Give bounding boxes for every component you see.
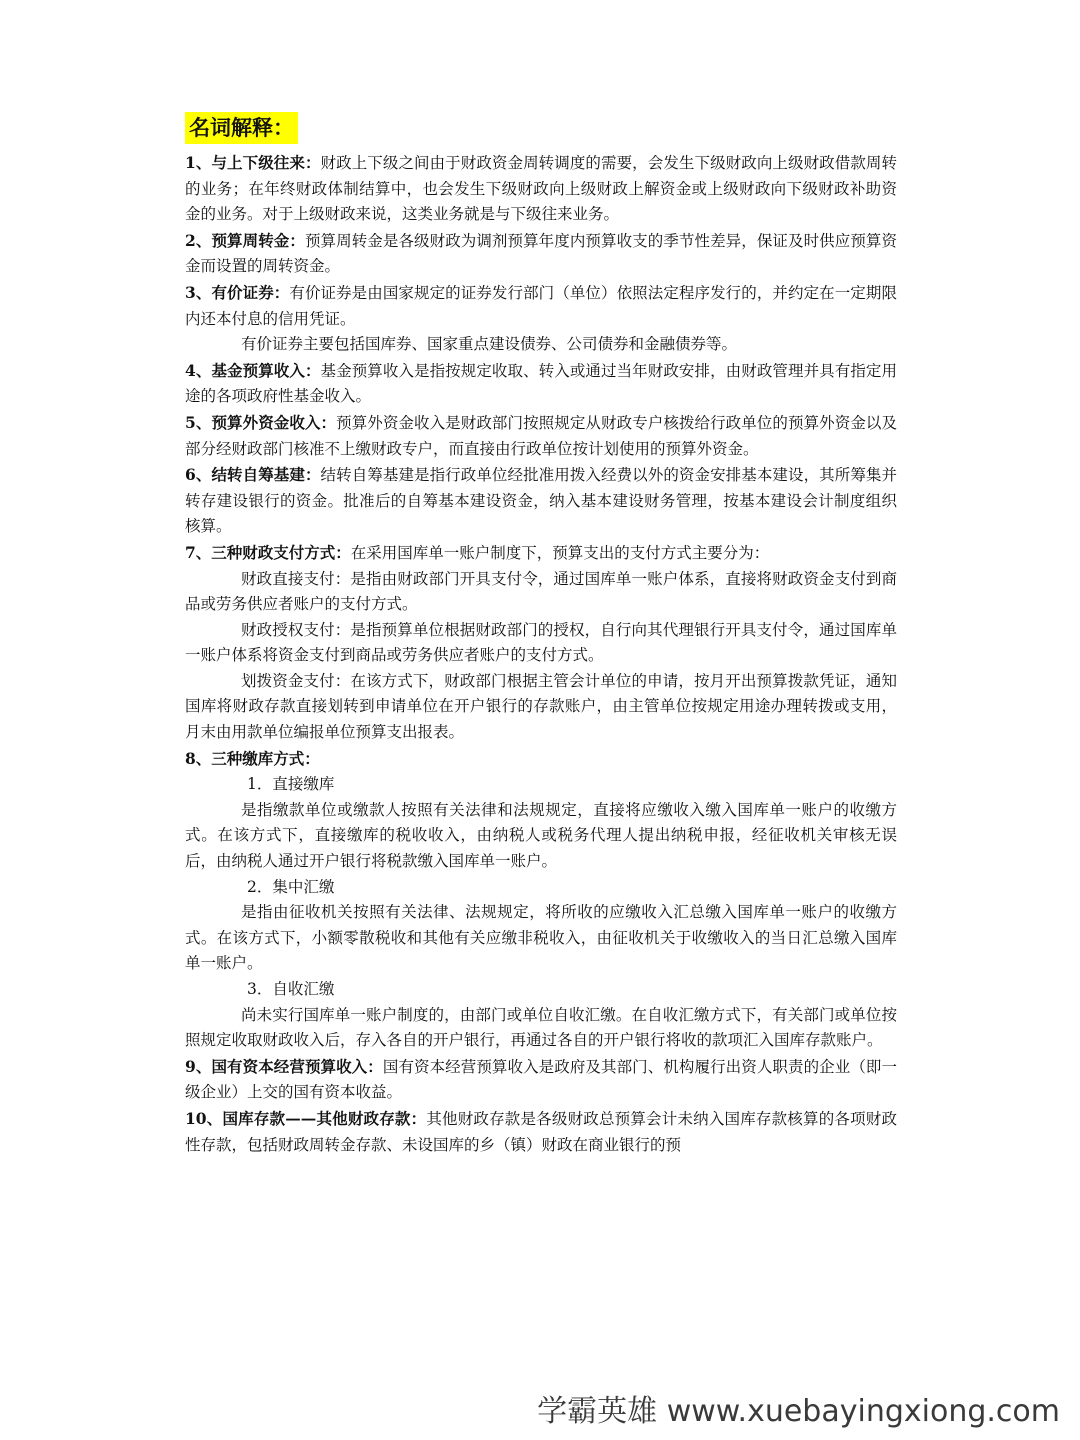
term-6-text: 结转自筹基建是指行政单位经批准用拨入经费以外的资金安排基本建设，其所筹集并转存建设银行的资金。批准后的自筹基本建设资金，纳入基本建设财务管理，按基本建设会计制度组织核算。 (185, 466, 897, 536)
term-4-title: 4、基金预算收入： (185, 360, 321, 380)
term-3-title: 3、有价证券： (185, 282, 290, 302)
term-8-title: 8、三种缴库方式： (185, 748, 320, 768)
term-3 (185, 280, 897, 332)
term-7-direct-payment: 财政直接支付：是指由财政部门开具支付令，通过国库单一账户体系，直接将财政资金支付到商品或劳务供应者账户的支付方式。 (185, 569, 897, 614)
term-6-title: 6、结转自筹基建： (185, 465, 321, 485)
term-8-sub-2: 2．集中汇缴 (247, 877, 335, 896)
term-8-sub-3-text: 尚未实行国库单一账户制度的，由部门或单位自收汇缴。在自收汇缴方式下，有关部门或单位按照规定收取财政收入后，存入各自的开户银行，再通过各自的开户银行将收的款项汇入国库存款账户。 (185, 1005, 897, 1050)
term-8-sub-1-text: 是指缴款单位或缴款人按照有关法律和法规规定，直接将应缴收入缴入国库单一账户的收缴方式。在该方式下，直接缴库的税收收入，由纳税人或税务代理人提出纳税申报，经征收机关审核无误后，由纳税人通过开户银行将税款缴入国库单一账户。 (185, 800, 897, 871)
term-10-text: 其他财政存款是各级财政总预算会计未纳入国库存款核算的各项财政性存款，包括财政周转金存款、未设国库的乡（镇）财政在商业银行的预 (185, 1109, 897, 1154)
term-5 (185, 410, 897, 462)
page-heading: 名词解释： (185, 112, 298, 144)
term-5-text: 预算外资金收入是财政部门按照规定从财政专户核拨给行政单位的预算外资金以及部分经财政部门核准不上缴财政专户，而直接由行政单位按计划使用的预算外资金。 (185, 413, 897, 458)
term-8-sub-2-text: 是指由征收机关按照有关法律、法规规定，将所收的应缴收入汇总缴入国库单一账户的收缴方式。在该方式下，小额零散税收和其他有关应缴非税收入，由征收机关于收缴收入的当日汇总缴入国库单一账户。 (185, 903, 897, 973)
term-10-title: 10、国库存款——其他财政存款： (185, 1108, 427, 1128)
document-page (185, 112, 897, 1158)
term-8 (185, 746, 897, 773)
term-9 (185, 1054, 897, 1106)
term-7-authorized-payment: 财政授权支付：是指预算单位根据财政部门的授权，自行向其代理银行开具支付令，通过国库单一账户体系将资金支付到商品或劳务供应者账户的支付方式。 (185, 620, 897, 665)
term-3-extra: 有价证券主要包括国库券、国家重点建设债券、公司债券和金融债券等。 (241, 335, 738, 354)
term-2-title: 2、预算周转金： (185, 230, 305, 250)
term-10 (185, 1106, 897, 1158)
term-1-title: 1、与上下级往来： (185, 153, 321, 172)
term-8-sub-1: 1．直接缴库 (247, 775, 335, 794)
term-1-text: 财政上下级之间由于财政资金周转调度的需要，会发生下级财政向上级财政借款周转的业务；在年终财政体制结算中，也会发生下级财政向上级财政上解资金或上级财政向下级财政补助资金的业务。对于上级财政来说，这类业务就是与下级往来业务。 (185, 154, 897, 224)
term-7-text: 在采用国库单一账户制度下，预算支出的支付方式主要分为： (350, 543, 770, 562)
term-4 (185, 358, 897, 410)
term-9-title: 9、国有资本经营预算收入： (185, 1056, 383, 1076)
site-watermark: 学霸英雄 www.xuebayingxiong.com (537, 1394, 1060, 1429)
term-2 (185, 228, 897, 280)
term-3-text: 有价证券是由国家规定的证券发行部门（单位）依照法定程序发行的，并约定在一定期限内还本付息的信用凭证。 (185, 283, 897, 328)
term-7 (185, 540, 897, 567)
term-2-text: 预算周转金是各级财政为调剂预算年度内预算收支的季节性差异，保证及时供应预算资金而设置的周转资金。 (185, 231, 897, 276)
term-5-title: 5、预算外资金收入： (185, 412, 337, 432)
term-1 (185, 150, 897, 228)
term-8-sub-3: 3．自收汇缴 (247, 980, 335, 998)
term-9-text: 国有资本经营预算收入是政府及其部门、机构履行出资人职责的企业（即一级企业）上交的国有资本收益。 (185, 1057, 897, 1102)
term-7-transfer-payment: 划拨资金支付：在该方式下，财政部门根据主管会计单位的申请，按月开出预算拨款凭证，通知国库将财政存款直接划转到申请单位在开户银行的存款账户，由主管单位按规定用途办理转拨或支用，月末由用款单位编报单位预算支出报表。 (185, 671, 897, 742)
term-7-title: 7、三种财政支付方式： (185, 542, 351, 562)
term-4-text: 基金预算收入是指按规定收取、转入或通过当年财政安排，由财政管理并具有指定用途的各项政府性基金收入。 (185, 361, 897, 406)
term-6 (185, 462, 897, 540)
